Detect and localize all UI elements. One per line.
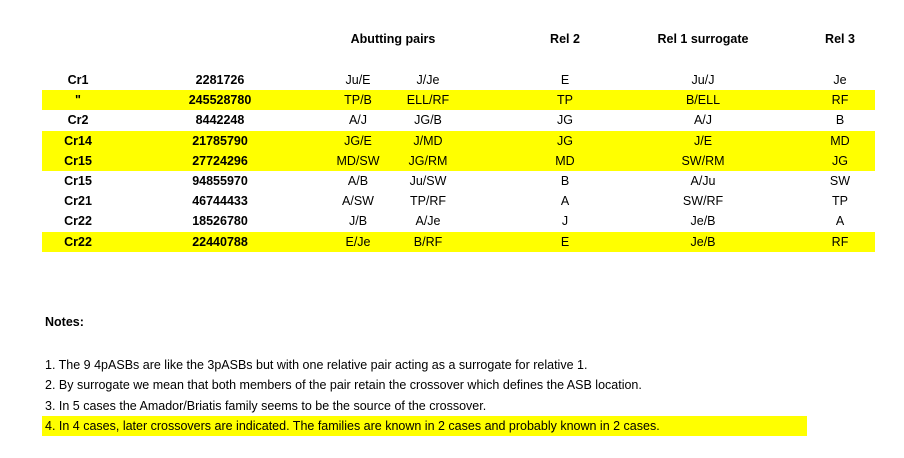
notes-title: Notes: xyxy=(45,315,84,329)
cell-rel3: B xyxy=(835,113,845,128)
cell-pair-1: A/B xyxy=(347,173,369,188)
cell-rel3: TP xyxy=(832,194,848,209)
cell-chromosome: Cr22 xyxy=(64,234,92,249)
cell-rel1-surrogate: Je/B xyxy=(690,234,716,249)
cell-rel1-surrogate: SW/RM xyxy=(681,153,725,168)
cell-chromosome: Cr1 xyxy=(67,73,89,87)
cell-pair-2: J/Je xyxy=(416,73,440,87)
notes-list xyxy=(42,355,807,436)
table-row xyxy=(42,151,875,171)
cell-chromosome: Cr2 xyxy=(67,113,89,128)
cell-rel1-surrogate: SW/RF xyxy=(682,194,724,209)
cell-pair-2: JG/B xyxy=(414,113,442,128)
cell-rel1-surrogate: A/J xyxy=(693,113,713,128)
cell-position: 27724296 xyxy=(192,153,248,168)
cell-chromosome: Cr21 xyxy=(64,194,92,209)
cell-rel2: MD xyxy=(555,153,575,168)
cell-position: 22440788 xyxy=(192,234,248,249)
cell-pair-2: ELL/RF xyxy=(406,93,450,108)
cell-pair-1: A/J xyxy=(348,113,368,128)
cell-position: 46744433 xyxy=(192,194,248,209)
header-rel3: Rel 3 xyxy=(825,32,855,46)
cell-rel3: RF xyxy=(831,93,849,108)
cell-rel1-surrogate: Je/B xyxy=(690,214,716,229)
cell-pair-1: MD/SW xyxy=(336,153,380,168)
cell-pair-1: JG/E xyxy=(344,133,372,148)
cell-pair-2: TP/RF xyxy=(409,194,447,209)
cell-position: 8442248 xyxy=(195,113,245,128)
cell-rel3: A xyxy=(835,214,845,229)
note-item: 2. By surrogate we mean that both members of the pair retain the crossover which defines the ASB location. xyxy=(45,378,642,393)
cell-position: 245528780 xyxy=(188,93,252,108)
header-rel2: Rel 2 xyxy=(550,32,580,46)
cell-rel3: RF xyxy=(831,234,849,249)
cell-position: 21785790 xyxy=(192,133,248,148)
cell-rel2: JG xyxy=(557,133,573,148)
table-row xyxy=(42,191,875,211)
cell-chromosome: " xyxy=(75,93,81,108)
note-item: 3. In 5 cases the Amador/Briatis family seems to be the source of the crossover. xyxy=(45,398,487,413)
cell-position: 18526780 xyxy=(192,214,248,229)
cell-rel2: B xyxy=(560,173,570,188)
cell-rel2: JG xyxy=(557,113,573,128)
cell-rel3: JG xyxy=(832,153,848,168)
cell-pair-2: Ju/SW xyxy=(409,173,447,188)
header-abutting-pairs: Abutting pairs xyxy=(350,32,436,46)
cell-pair-1: A/SW xyxy=(342,194,374,209)
table-row xyxy=(42,90,875,110)
cell-rel3: Je xyxy=(833,73,847,87)
cell-rel3: MD xyxy=(830,133,850,148)
table-row xyxy=(42,110,875,130)
cell-pair-1: TP/B xyxy=(344,93,372,108)
cell-pair-1: E/Je xyxy=(345,234,371,249)
table-row xyxy=(42,211,875,231)
cell-chromosome: Cr15 xyxy=(64,153,92,168)
table-row xyxy=(42,70,875,90)
cell-rel2: E xyxy=(560,234,570,249)
cell-pair-1: J/B xyxy=(348,214,368,229)
cell-pair-2: J/MD xyxy=(413,133,443,148)
data-table xyxy=(42,70,875,252)
cell-rel3: SW xyxy=(829,173,851,188)
table-row xyxy=(42,232,875,252)
cell-pair-2: B/RF xyxy=(413,234,443,249)
cell-rel2: TP xyxy=(557,93,573,108)
cell-rel2: J xyxy=(561,214,569,229)
cell-pair-2: A/Je xyxy=(415,214,441,229)
header-rel1-surrogate: Rel 1 surrogate xyxy=(657,32,749,46)
cell-position: 2281726 xyxy=(195,73,245,87)
cell-position: 94855970 xyxy=(192,173,248,188)
cell-pair-1: Ju/E xyxy=(345,73,371,87)
table-row xyxy=(42,131,875,151)
table-row xyxy=(42,171,875,191)
cell-rel1-surrogate: B/ELL xyxy=(685,93,721,108)
cell-rel1-surrogate: A/Ju xyxy=(690,173,716,188)
note-item: 4. In 4 cases, later crossovers are indicated. The families are known in 2 cases and probably known in 2 cases. xyxy=(42,416,807,436)
cell-chromosome: Cr15 xyxy=(64,173,92,188)
cell-rel2: A xyxy=(560,194,570,209)
cell-rel1-surrogate: Ju/J xyxy=(691,73,715,87)
note-item: 1. The 9 4pASBs are like the 3pASBs but with one relative pair acting as a surrogate for relative 1. xyxy=(45,358,588,372)
cell-chromosome: Cr14 xyxy=(64,133,92,148)
cell-pair-2: JG/RM xyxy=(408,153,448,168)
cell-chromosome: Cr22 xyxy=(64,214,92,229)
cell-rel2: E xyxy=(560,73,570,87)
cell-rel1-surrogate: J/E xyxy=(693,133,713,148)
